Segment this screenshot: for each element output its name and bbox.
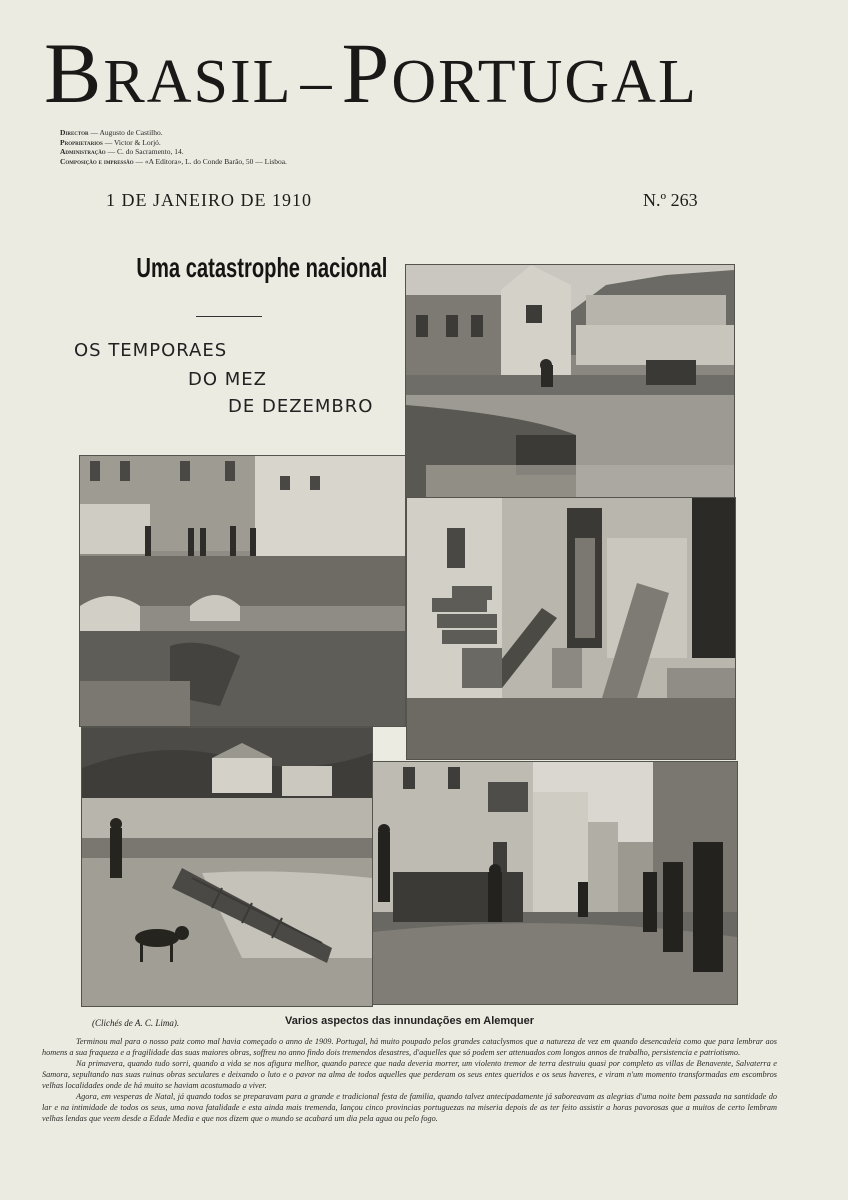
article-subtitle-line-2: DO MEZ (188, 369, 267, 390)
credit-value: — Victor & Lorjó. (102, 137, 161, 147)
flood-photo-muddy-street (372, 761, 738, 1005)
masthead-word-ortugal: ORTUGAL (391, 48, 698, 116)
credit-label: Director (60, 128, 89, 137)
masthead-initial-b: B (44, 25, 104, 121)
credit-value: — «A Editora», L. do Conde Barão, 50 — Lisboa. (133, 156, 287, 166)
article-subtitle-line-1: OS TEMPORAES (74, 340, 228, 361)
credit-value: — Augusto de Castilho. (88, 128, 163, 137)
photo-caption: Varios aspectos das innundações em Alemquer (285, 1015, 535, 1027)
publication-credits (60, 128, 460, 166)
masthead-word-rasil: RASIL (103, 48, 293, 116)
masthead-title (44, 25, 804, 121)
article-subtitle-line-3: DE DEZEMBRO (228, 396, 374, 417)
flood-photo-debris-doorway (406, 497, 736, 760)
article-body (42, 1036, 777, 1124)
flood-photo-town-street (405, 264, 735, 498)
flood-photo-riverbank-dog (81, 727, 373, 1007)
masthead-initial-p: P (341, 25, 392, 121)
article-paragraph-3: Agora, em vesperas de Natal, já quando todos se preparavam para a grande e tradicional festa de familia, quando talvez antecipadamente já saboreavam as alegrias d'uma noite bem passada na santidade do lar e na intimidade de todos os seus, uma nova fatalidade e esta ainda mais tremenda, lançou cinco provincias portuguezas na miseria depois de as ter feito assistir a horas pavorosas que a muitos de certo lembram velhas lendas que veem desde a Edade Media e que nos dizem que o mundo se acabará um dia pela agua ou pelo fogo. (42, 1092, 777, 1123)
headline-divider (196, 316, 262, 317)
credit-line-composicao (60, 157, 460, 167)
credit-label: Administração (60, 147, 106, 156)
flood-photo-bridge (79, 455, 406, 727)
credit-line-director (60, 128, 460, 138)
credit-label: Composição e impressão (60, 156, 134, 166)
article-paragraph-1: Terminou mal para o nosso paiz como mal havia começado o anno de 1909. Portugal, há muito poupado pelos grandes cataclysmos que a natureza de vez em quando desencadeia como que para lembrar aos homens a sua fraqueza e a fragilidade das suas maiores obras, soffreu no anno findo dois tremendos desastres, d'aquelles que só podem ser attenuados com longos annos de trabalho, persistencia e patriotismo. (42, 1037, 777, 1057)
article-headline: Uma catastrophe nacional (136, 252, 388, 283)
article-paragraph-2: Na primavera, quando tudo sorri, quando a vida se nos afigura melhor, quando parece que nada deveria morrer, um violento tremor de terra destruiu quasi por completo as villas de Benavente, Salvaterra e Samora, sepultando nas suas ruinas obras seculares e deixando o luto e o pavor na alma de todos aquelles que perderam os seus entes queridos e os seus haveres, e viram n'um momento transformadas em escombros velhas localidades onde de há muito se haviam acostumado a viver. (42, 1059, 777, 1090)
credit-line-proprietarios (60, 138, 460, 148)
credit-label: Proprietarios (60, 137, 103, 147)
issue-number: N.º 263 (643, 190, 698, 210)
credit-value: — C. do Sacramento, 14. (105, 147, 184, 156)
photo-credit: (Clichés de A. C. Lima). (92, 1018, 180, 1028)
credit-line-administracao (60, 147, 460, 157)
issue-date: 1 DE JANEIRO DE 1910 (106, 190, 312, 210)
masthead-separator: – (300, 48, 334, 116)
